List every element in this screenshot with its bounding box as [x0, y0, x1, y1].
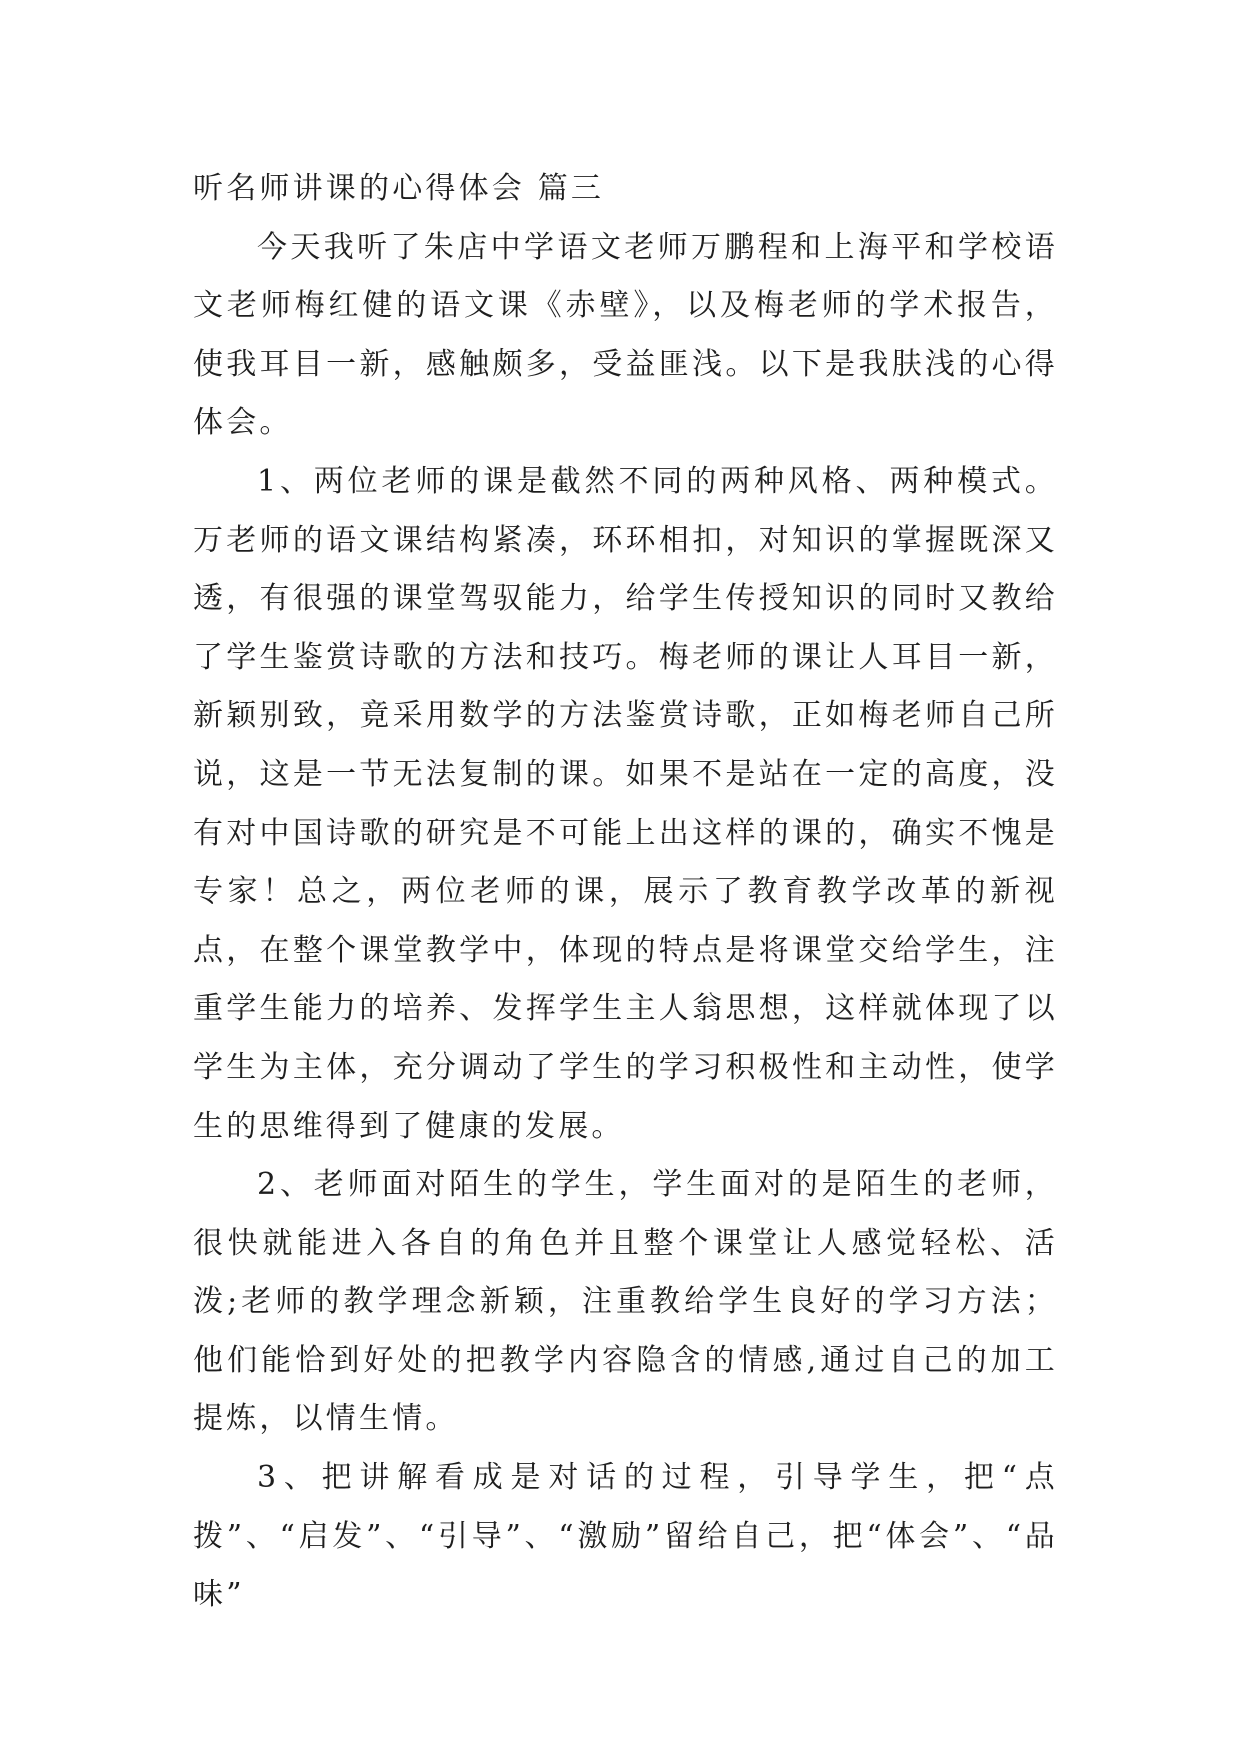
- paragraph-point-3: 3、把讲解看成是对话的过程，引导学生，把“点拨”、“启发”、“引导”、“激励”留给自己，把“体会”、“品味”: [193, 1460, 1058, 1613]
- paragraph-point-1: 1、两位老师的课是截然不同的两种风格、两种模式。万老师的语文课结构紧凑，环环相扣，对知识的掌握既深又透，有很强的课堂驾驭能力，给学生传授知识的同时又教给了学生鉴赏诗歌的方法和技巧。梅老师的课让人耳目一新，新颖别致，竟采用数学的方法鉴赏诗歌，正如梅老师自己所说，这是一节无法复制的课。如果不是站在一定的高度，没有对中国诗歌的研究是不可能上出这样的课的，确实不愧是专家！总之，两位老师的课，展示了教育教学改革的新视点，在整个课堂教学中，体现的特点是将课堂交给学生，注重学生能力的培养、发挥学生主人翁思想，这样就体现了以学生为主体，充分调动了学生的学习积极性和主动性，使学生的思维得到了健康的发展。: [193, 463, 1058, 1144]
- paragraph-intro: 今天我听了朱店中学语文老师万鹏程和上海平和学校语文老师梅红健的语文课《赤壁》，以及梅老师的学术报告，使我耳目一新，感触颇多，受益匪浅。以下是我肤浅的心得体会。: [193, 229, 1058, 441]
- paragraph-point-2: 2、老师面对陌生的学生，学生面对的是陌生的老师，很快就能进入各自的角色并且整个课堂让人感觉轻松、活泼;老师的教学理念新颖，注重教给学生良好的学习方法；他们能恰到好处的把教学内容隐含的情感,通过自己的加工提炼，以情生情。: [193, 1167, 1058, 1437]
- document-title: 听名师讲课的心得体会 篇三: [193, 171, 605, 206]
- document-body: [193, 160, 1058, 1625]
